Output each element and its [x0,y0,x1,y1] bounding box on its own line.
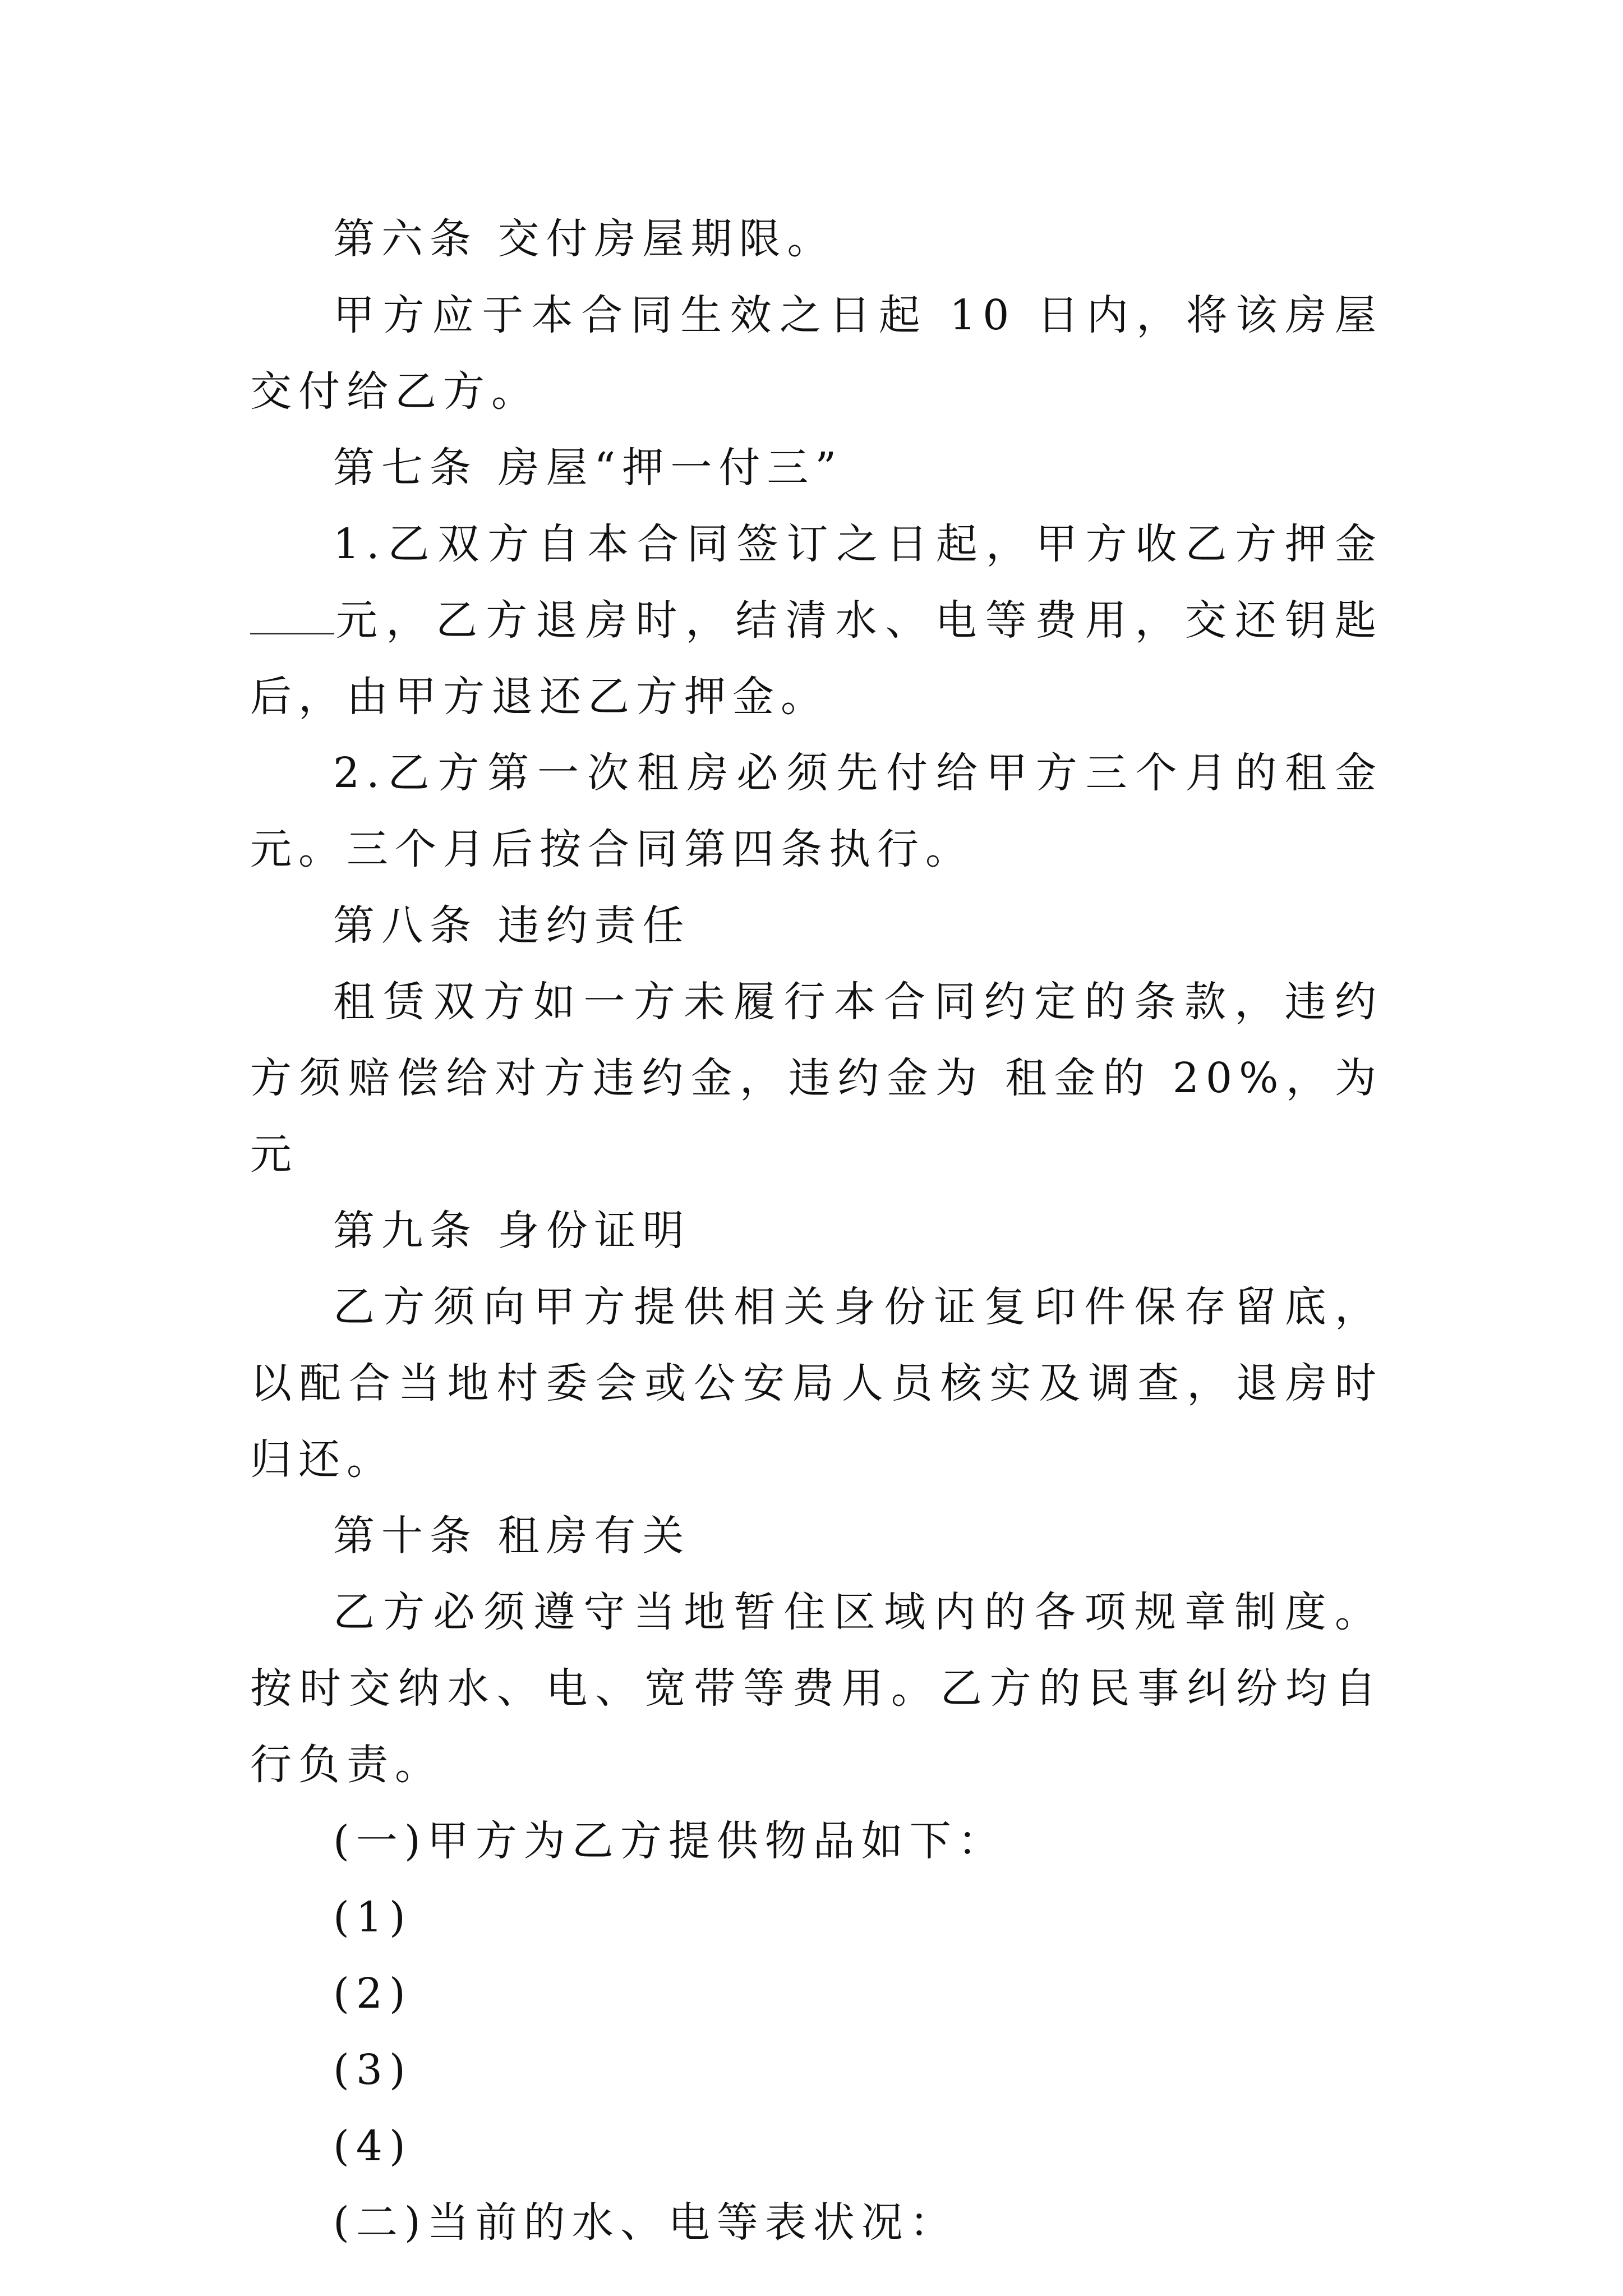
item-1: (1) [333,1893,412,1941]
article-9-text: 乙方须向甲方提供相关身份证复印件保存留底，以配合当地村委会或公安局人员核实及调查，退房时归还。 [250,1283,1383,1484]
meter-status-heading: (二)当前的水、电等表状况： [333,2198,958,2247]
article-6-heading: 第六条 交付房屋期限。 [333,215,836,263]
item-3: (3) [333,2046,412,2094]
items-provided-heading: (一)甲方为乙方提供物品如下： [333,1817,1006,1865]
deposit-blank [250,631,334,634]
article-8-heading: 第八条 违约责任 [333,901,691,950]
item-4: (4) [333,2122,412,2170]
article-7-heading: 第七条 房屋“押一付三” [333,444,843,492]
item-2: (2) [333,1970,412,2018]
document-body [250,201,1383,2261]
article-9-heading: 第九条 身份证明 [333,1207,691,1255]
article-7-item-2: 2.乙方第一次租房必须先付给甲方三个月的租金元。三个月后按合同第四条执行。 [250,749,1383,873]
article-10-text: 乙方必须遵守当地暂住区域内的各项规章制度。按时交纳水、电、宽带等费用。乙方的民事纠纷均自行负责。 [250,1588,1383,1789]
article-7-item-1-end: 元，乙方退房时，结清水、电等费用，交还钥匙后，由甲方退还乙方押金。 [250,596,1383,721]
article-8-text: 租赁双方如一方未履行本合同约定的条款，违约方须赔偿给对方违约金，违约金为 租金的 20%，为元 [250,978,1383,1179]
article-7-item-1 [250,506,1383,735]
article-10-heading: 第十条 租房有关 [333,1512,691,1560]
article-7-item-1-start: 1.乙双方自本合同签订之日起，甲方收乙方押金 [333,520,1383,568]
article-6-text: 甲方应于本合同生效之日起 10 日内，将该房屋交付给乙方。 [250,291,1383,416]
